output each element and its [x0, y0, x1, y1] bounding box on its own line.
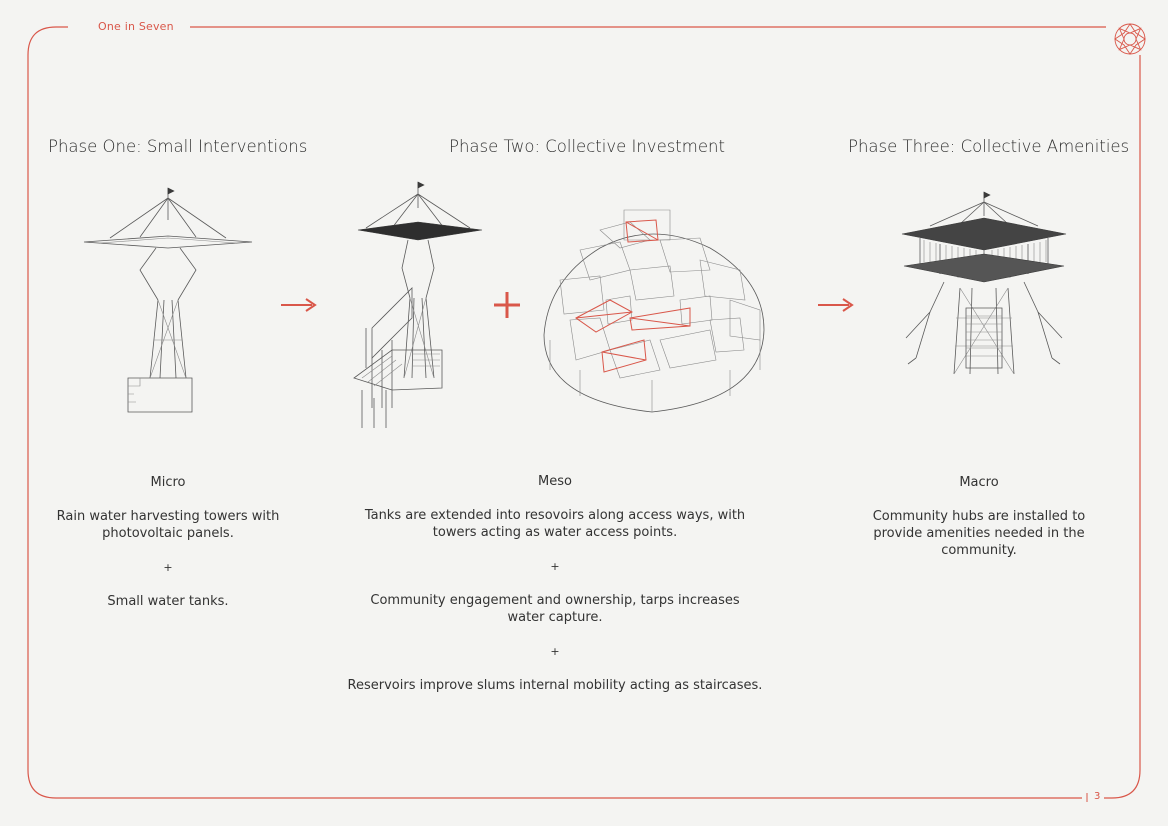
- phase-one-title: Phase One: Small Interventions: [48, 137, 308, 156]
- plus-separator: +: [550, 560, 560, 573]
- description-line: Small water tanks.: [107, 594, 229, 609]
- description-line: Tanks are extended into resovoirs along access ways, with towers acting as water access points.: [364, 508, 746, 540]
- arrow-right-icon: [280, 297, 318, 313]
- plus-separator: +: [163, 561, 173, 574]
- rain-tower-illustration: [80, 180, 260, 420]
- description-line: Community engagement and ownership, tarps increases water capture.: [370, 593, 740, 625]
- plus-separator: +: [550, 645, 560, 658]
- phase-two-description: [344, 473, 766, 694]
- description-line: Community hubs are installed to provide amenities needed in the community.: [872, 509, 1086, 558]
- tower-staircase-illustration: [352, 178, 492, 433]
- phase-two-title: Phase Two: Collective Investment: [449, 137, 725, 156]
- settlement-illustration: [540, 200, 770, 422]
- document-title: One in Seven: [98, 20, 174, 33]
- description-line: Rain water harvesting towers with photovoltaic panels.: [56, 509, 280, 541]
- scale-label: Meso: [538, 474, 572, 489]
- phase-three-title: Phase Three: Collective Amenities: [848, 137, 1130, 156]
- community-hub-illustration: [900, 188, 1072, 383]
- scale-label: Macro: [959, 475, 999, 490]
- description-line: Reservoirs improve slums internal mobility acting as staircases.: [347, 678, 763, 693]
- phase-three-description: [870, 474, 1088, 559]
- phase-one-description: [48, 474, 288, 610]
- scale-label: Micro: [150, 475, 186, 490]
- plus-icon: [492, 290, 522, 320]
- page-number: 3: [1094, 791, 1101, 802]
- arrow-right-icon: [817, 297, 855, 313]
- rosette-logo-icon: [1113, 22, 1147, 56]
